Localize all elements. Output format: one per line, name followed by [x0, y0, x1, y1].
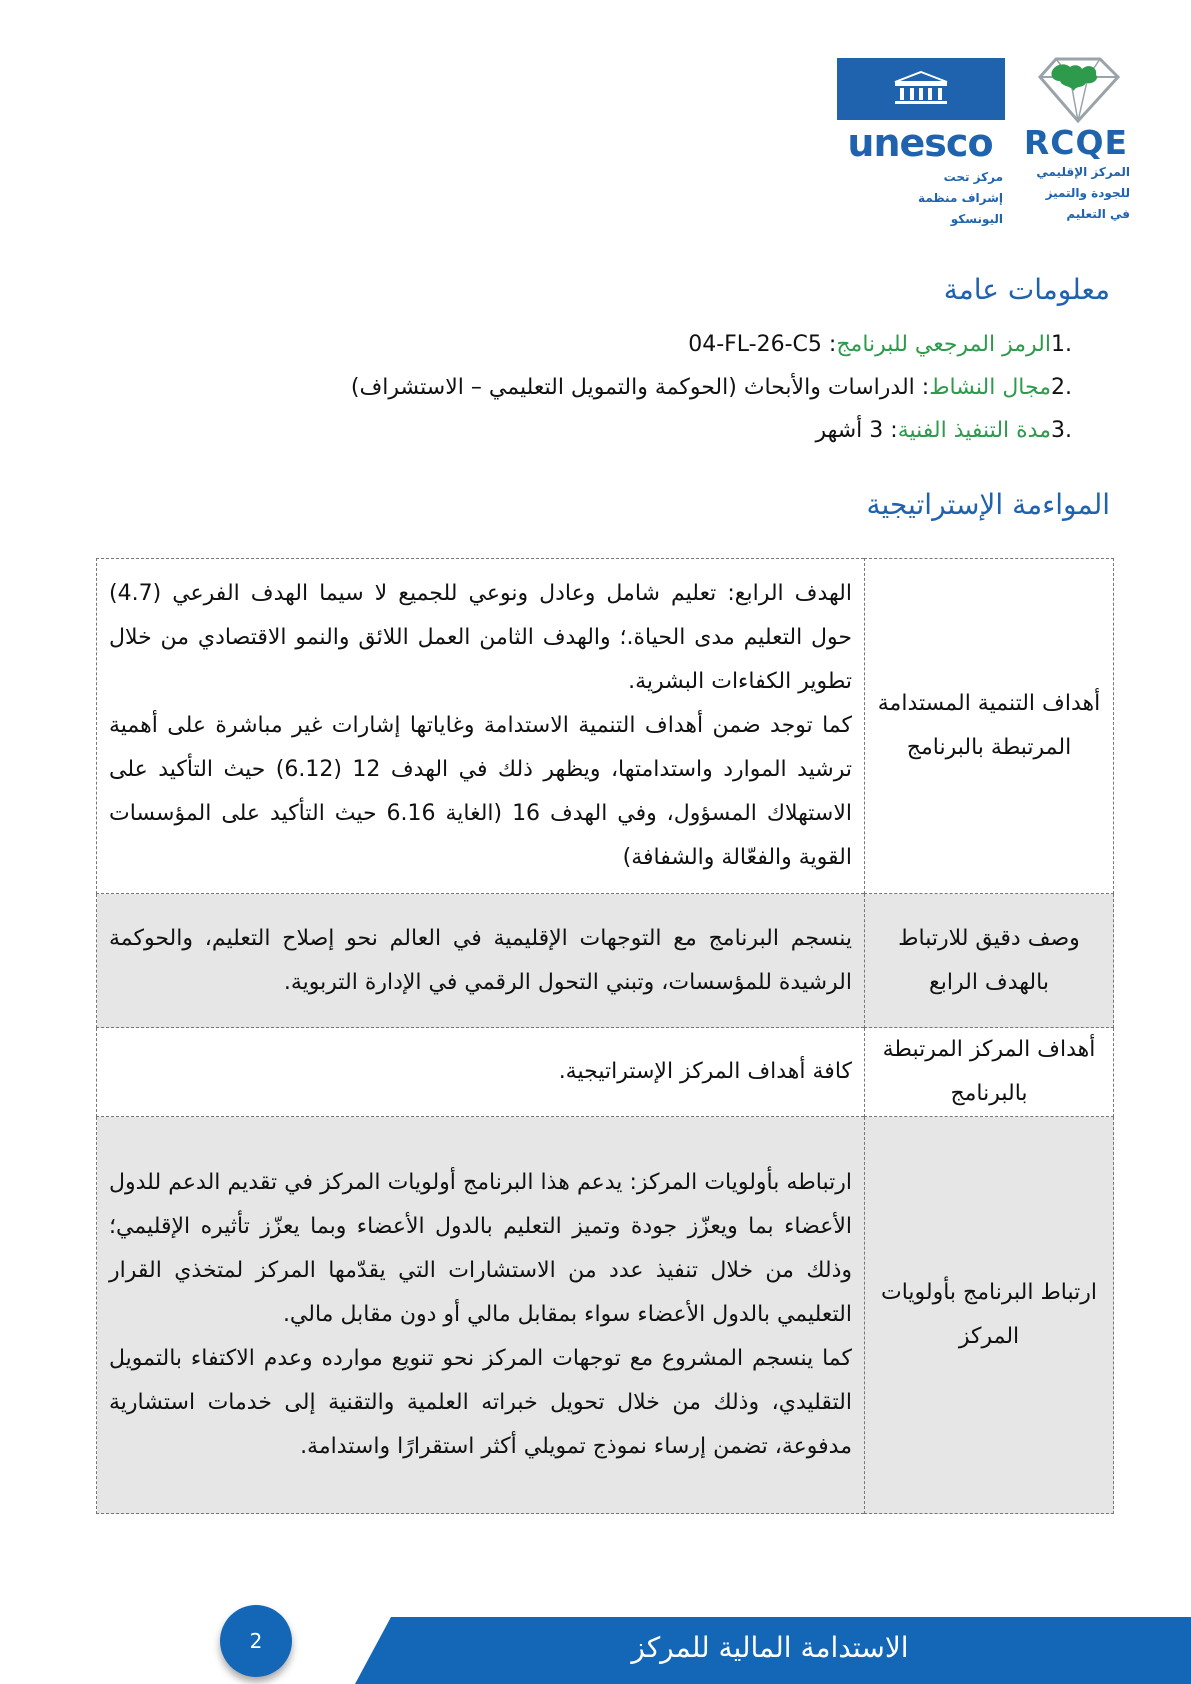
info-separator: : [828, 332, 837, 357]
strategic-alignment-heading: المواءمة الإستراتيجية [866, 488, 1110, 521]
table-row [97, 559, 1114, 894]
row-content [97, 894, 865, 1028]
table-row [97, 894, 1114, 1028]
info-value: الدراسات والأبحاث (الحوكمة والتمويل التعليمي – الاستشراف) [350, 375, 915, 400]
info-label: مجال النشاط [929, 375, 1051, 400]
unesco-subtitle: مركز تحت إشراف منظمة اليونسكو [918, 170, 1003, 226]
general-info-heading: معلومات عامة [943, 273, 1110, 306]
row-key: أهداف المركز المرتبطة بالبرنامج [865, 1028, 1114, 1117]
list-number: .3 [1051, 418, 1072, 443]
info-item-activity-field [131, 366, 1091, 409]
row-paragraph: كما ينسجم المشروع مع توجهات المركز نحو تنويع موارده وعدم الاكتفاء بالتمويل التقليدي، وذلك من خلال تحويل خبراته العلمية والتقنية إلى خدمات استشارية مدفوعة، تضمن إرساء نموذج تمويلي أكثر استقرارًا واستدامة. [109, 1346, 852, 1459]
rcqe-diamond-icon [1026, 55, 1126, 125]
general-info-list [131, 323, 1091, 452]
row-paragraph: ارتباطه بأولويات المركز: يدعم هذا البرنامج أولويات المركز في تقديم الدعم للدول الأعضاء بما ويعزّز جودة وتميز التعليم بالدول الأعضاء وبما يعزّز تأثيره الإقليمي؛ وذلك من خلال تنفيذ عدد من الاستشارات التي يقدّمها المركز لمتخذي القرار التعليمي بالدول الأعضاء سواء بمقابل مالي أو دون مقابل مالي. [109, 1170, 852, 1327]
row-content [97, 1117, 865, 1514]
list-number: .1 [1051, 332, 1072, 357]
info-label: الرمز المرجعي للبرنامج [836, 332, 1051, 357]
row-key: ارتباط البرنامج بأولويات المركز [865, 1117, 1114, 1514]
info-label: مدة التنفيذ الفنية [897, 418, 1051, 443]
info-item-reference-code [131, 323, 1091, 366]
list-number: .2 [1051, 375, 1072, 400]
row-paragraph: كافة أهداف المركز الإستراتيجية. [558, 1059, 852, 1084]
unesco-wordmark: unesco [847, 121, 993, 165]
table-row [97, 1117, 1114, 1514]
rcqe-subtitle: المركز الإقليمي للجودة والتميز في التعليم [1036, 165, 1130, 221]
info-separator: : [921, 375, 930, 400]
row-content [97, 559, 865, 894]
row-paragraph: الهدف الرابع: تعليم شامل وعادل ونوعي للجميع لا سيما الهدف الفرعي (4.7) حول التعليم مدى الحياة.؛ والهدف الثامن العمل اللائق والنمو الاقتصادي من خلال تطوير الكفاءات البشرية. [109, 581, 852, 694]
info-separator: : [890, 418, 898, 443]
row-key: أهداف التنمية المستدامة المرتبطة بالبرنامج [865, 559, 1114, 894]
row-paragraph: كما توجد ضمن أهداف التنمية الاستدامة وغاياتها إشارات غير مباشرة على أهمية ترشيد الموارد واستدامتها، ويظهر ذلك في الهدف 12 (6.12) حيث التأكيد على الاستهلاك المسؤول، وفي الهدف 16 (الغاية 6.16 حيث التأكيد على المؤسسات القوية والفعّالة والشفافة) [109, 713, 853, 870]
unesco-temple-icon [891, 70, 951, 108]
table-row [97, 1028, 1114, 1117]
row-paragraph: ينسجم البرنامج مع التوجهات الإقليمية في العالم نحو إصلاح التعليم، والحوكمة الرشيدة للمؤسسات، وتبني التحول الرقمي في الإدارة التربوية. [109, 925, 852, 995]
footer-title: الاستدامة المالية للمركز [631, 1631, 909, 1664]
info-value: 04-FL-26-C5 [688, 332, 822, 357]
row-key: وصف دقيق للارتباط بالهدف الرابع [865, 894, 1114, 1028]
rcqe-logo [1016, 55, 1136, 225]
row-content [97, 1028, 865, 1117]
unesco-logo [835, 58, 1005, 230]
unesco-temple-box [837, 58, 1005, 120]
alignment-table [96, 558, 1114, 1514]
page-number: 2 [220, 1605, 292, 1677]
info-value: 3 أشهر [815, 418, 884, 443]
info-item-duration [131, 409, 1091, 452]
rcqe-wordmark: RCQE [1023, 123, 1129, 162]
